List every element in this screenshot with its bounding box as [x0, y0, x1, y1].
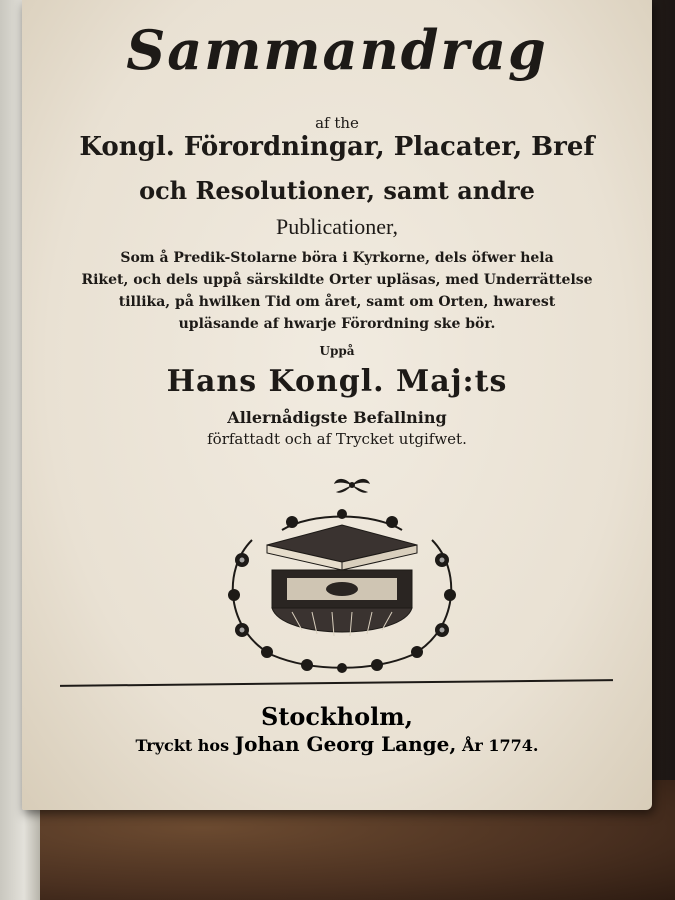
body-line: Riket, och dels uppå särskildte Orter upläsas, med Underrättelse [81, 272, 593, 288]
imprint-line [22, 732, 652, 756]
subtitle-kongl: Kongl. Förordningar, Placater, Bref [79, 132, 595, 162]
imprint-year: År 1774. [461, 736, 539, 755]
uppa-text: Uppå [319, 344, 355, 358]
subtitle-af-the: af the [315, 114, 359, 132]
title-page [22, 0, 652, 810]
main-title: Sammandrag [126, 18, 548, 82]
hans-kongl-majts: Hans Kongl. Maj:ts [166, 364, 508, 399]
imprint-place: Stockholm, [261, 702, 413, 731]
imprint-prefix: Tryckt hos [135, 736, 230, 755]
subtitle-publicationer: Publicationer, [276, 214, 398, 239]
book-wreath-vignette-icon [212, 500, 472, 675]
subtitle-och: och Resolutioner, samt andre [139, 176, 535, 205]
body-line: upläsande af hwarje Förordning ske bör. [178, 316, 496, 332]
fleuron-ornament-icon [330, 472, 374, 498]
body-line: tillika, på hwilken Tid om året, samt om Orten, hwarest [118, 294, 556, 310]
body-line: Som å Predik-Stolarne böra i Kyrkorne, dels öfwer hela [120, 250, 554, 266]
forfattadt-line: författadt och af Trycket utgifwet. [207, 430, 467, 448]
imprint-printer: Johan Georg Lange, [234, 732, 457, 756]
allernadigste-befallning: Allernådigste Befallning [227, 408, 447, 427]
